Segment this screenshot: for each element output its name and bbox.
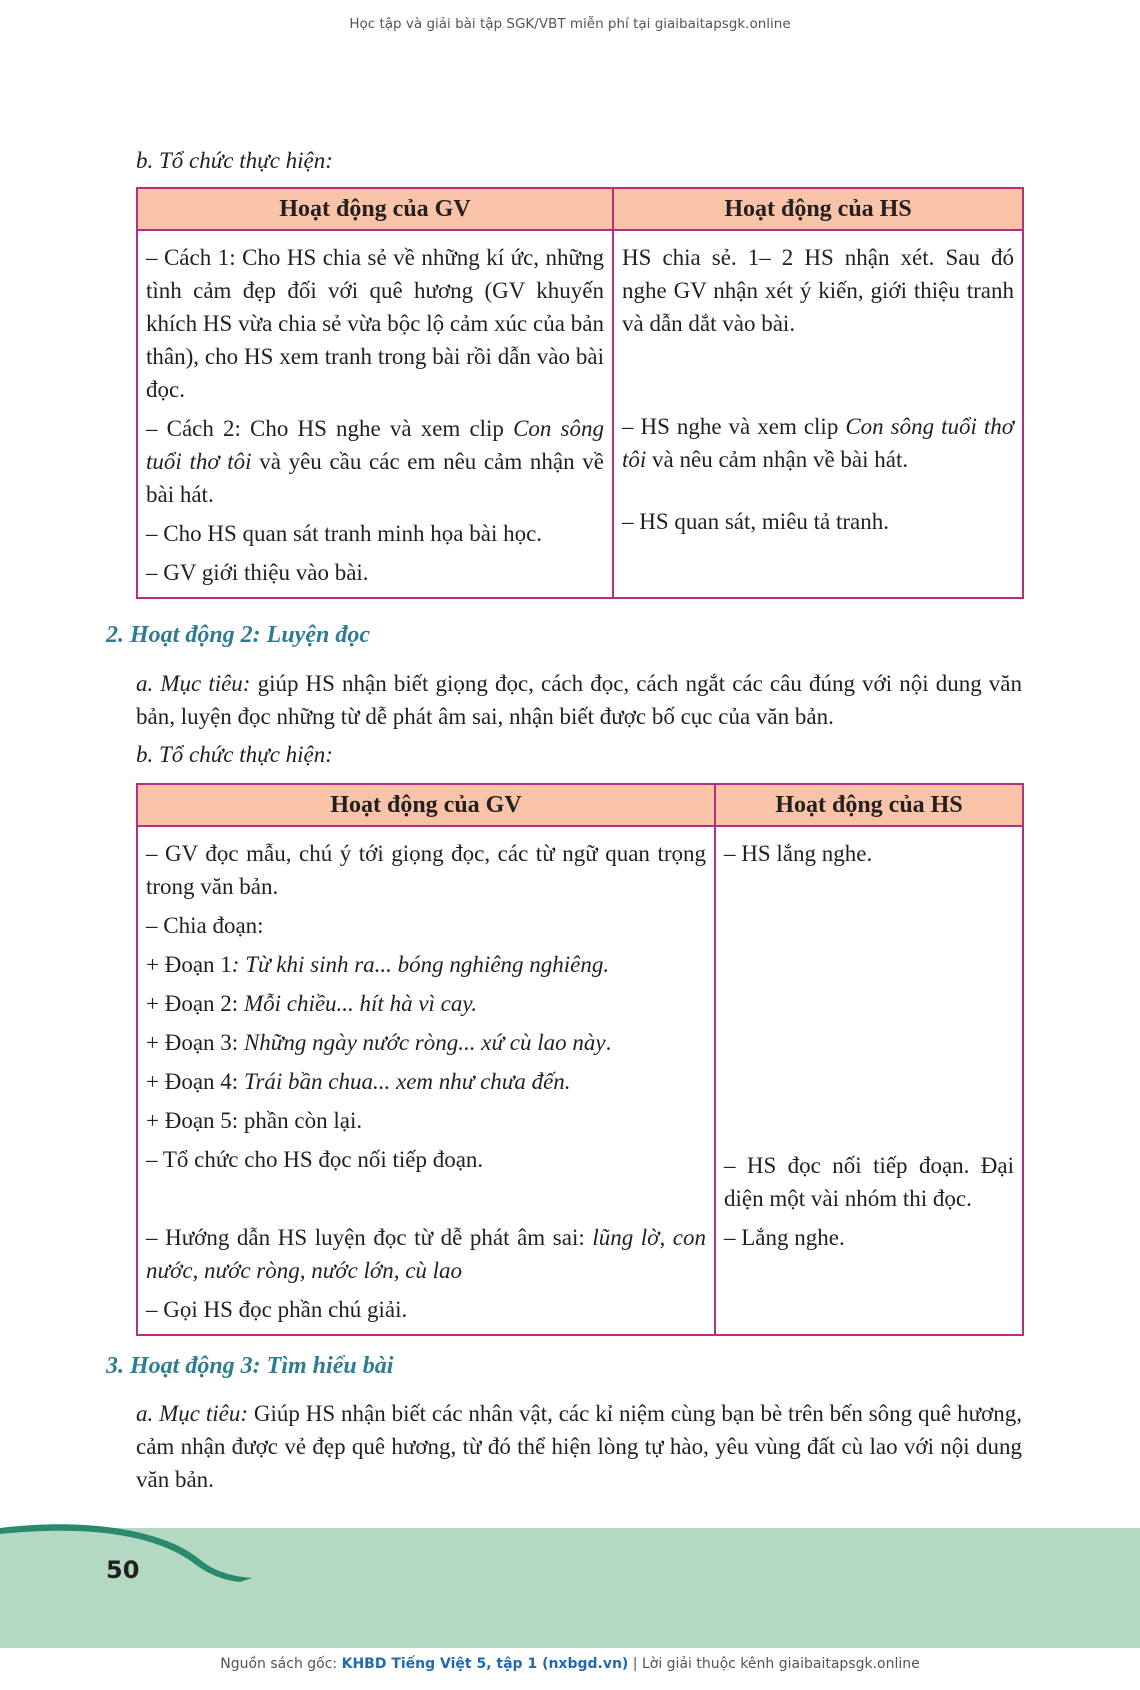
hs-item: – HS lắng nghe. [724, 841, 873, 866]
paragraph-1: + Đoạn 1: Từ khi sinh ra... bóng nghiêng nghiêng. [146, 952, 610, 977]
subhead-organization: b. Tổ chức thực hiện: [136, 148, 333, 173]
gv-cell [137, 230, 613, 598]
paragraph-4: + Đoạn 4: Trái bần chua... xem như chưa đến. [146, 1069, 571, 1094]
hs-item: – HS quan sát, miêu tả tranh. [622, 509, 890, 534]
col-header-hs: Hoạt động của HS [613, 188, 1023, 230]
hs-item: HS chia sẻ. 1– 2 HS nhận xét. Sau đó nghe GV nhận xét ý kiến, giới thiệu tranh và dẫn dắt vào bài. [622, 245, 1014, 336]
section-title-2: 2. Hoạt động 2: Luyện đọc [106, 622, 370, 648]
gv-item: – Cách 2: Cho HS nghe và xem clip Con sông tuổi thơ tôi và yêu cầu các em nêu cảm nhận về bài hát. [146, 416, 604, 507]
gv-item: – Chia đoạn: [146, 913, 264, 938]
gv-cell [137, 826, 715, 1335]
gv-item: – Cho HS quan sát tranh minh họa bài học. [146, 521, 543, 546]
gv-item: – Hướng dẫn HS luyện đọc từ dễ phát âm sai: lũng lờ, con nước, nước ròng, nước lớn, cù lao [146, 1225, 706, 1283]
gv-item: – Cách 1: Cho HS chia sẻ về những kí ức, những tình cảm đẹp đối với quê hương (GV khuyến khích HS vừa chia sẻ vừa bộc lộ cảm xúc của bản thân), cho HS xem tranh trong bài rồi dẫn vào bài đọc. [146, 245, 604, 402]
hs-cell [715, 826, 1023, 1335]
gv-item: – Gọi HS đọc phần chú giải. [146, 1297, 408, 1322]
activity-table-2 [136, 783, 1024, 1336]
objective-2: a. Mục tiêu: giúp HS nhận biết giọng đọc, cách đọc, cách ngắt các câu đúng với nội dung văn bản, luyện đọc những từ dễ phát âm sai, nhận biết được bố cục của văn bản. [136, 671, 1022, 729]
objective-3: a. Mục tiêu: Giúp HS nhận biết các nhân vật, các kỉ niệm cùng bạn bè trên bến sông quê hương, cảm nhận được vẻ đẹp quê hương, từ đó thể hiện lòng tự hào, yêu vùng đất cù lao với nội dung văn bản. [136, 1401, 1022, 1492]
col-header-gv: Hoạt động của GV [137, 188, 613, 230]
hs-item: – HS nghe và xem clip Con sông tuổi thơ tôi và nêu cảm nhận về bài hát. [622, 414, 1014, 472]
header-note: Học tập và giải bài tập SGK/VBT miễn phí tại giaibaitapsgk.online [349, 16, 791, 32]
gv-item: – GV đọc mẫu, chú ý tới giọng đọc, các từ ngữ quan trọng trong văn bản. [146, 841, 706, 899]
paragraph-2: + Đoạn 2: Mỗi chiều... hít hà vì cay. [146, 991, 478, 1016]
paragraph-5: + Đoạn 5: phần còn lại. [146, 1108, 363, 1133]
section-title-3: 3. Hoạt động 3: Tìm hiểu bài [106, 1353, 394, 1379]
hs-item: – Lắng nghe. [724, 1225, 845, 1250]
activity-table-1 [136, 187, 1024, 599]
paragraph-3: + Đoạn 3: Những ngày nước ròng... xứ cù lao này. [146, 1030, 612, 1055]
hs-item: – HS đọc nối tiếp đoạn. Đại diện một vài nhóm thi đọc. [724, 1153, 1014, 1211]
subhead-organization-2: b. Tổ chức thực hiện: [136, 742, 333, 767]
gv-item: – Tổ chức cho HS đọc nối tiếp đoạn. [146, 1147, 484, 1172]
hs-cell [613, 230, 1023, 598]
footer-source: Nguồn sách gốc: KHBD Tiếng Việt 5, tập 1 (nxbgd.vn) | Lời giải thuộc kênh giaibaitapsgk.online [220, 1656, 920, 1672]
page-number: 50 [106, 1556, 140, 1584]
col-header-hs: Hoạt động của HS [715, 784, 1023, 826]
gv-item: – GV giới thiệu vào bài. [146, 560, 369, 585]
col-header-gv: Hoạt động của GV [137, 784, 715, 826]
wave-decoration [0, 1520, 1140, 1590]
